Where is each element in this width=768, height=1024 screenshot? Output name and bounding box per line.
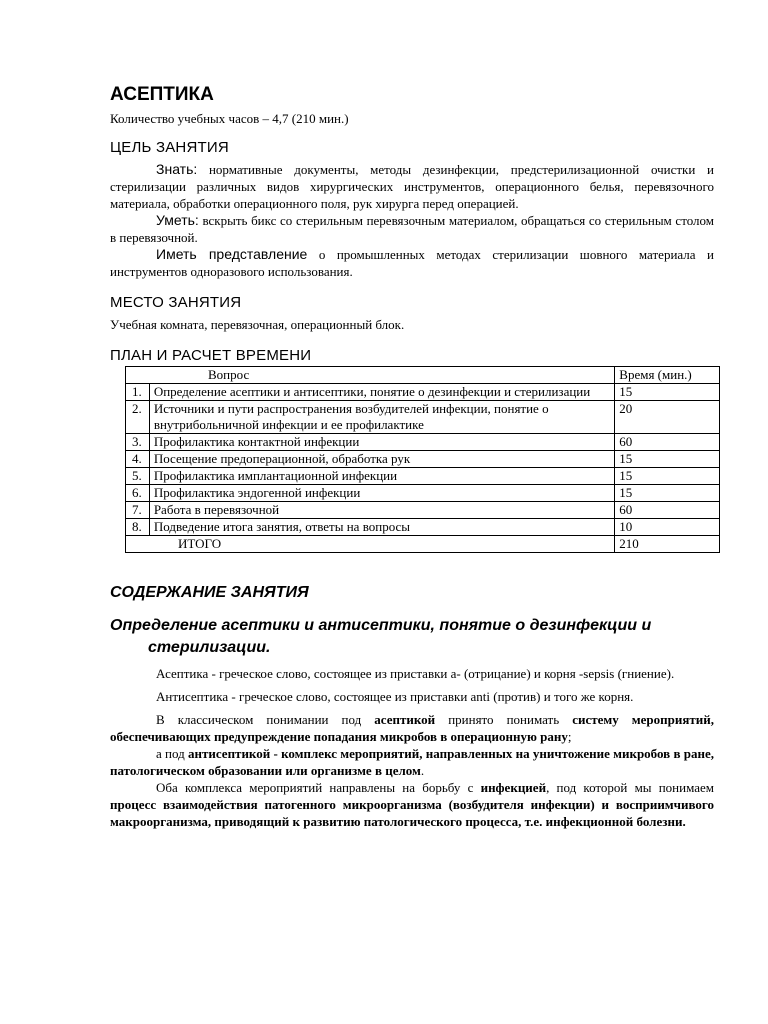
term-infection: инфекцией bbox=[480, 780, 547, 795]
can-text: вскрыть бикс со стерильным перевязочным материалом, обращаться со стерильным столом в перевязочной. bbox=[110, 213, 714, 245]
header-time: Время (мин.) bbox=[615, 367, 720, 384]
row-question: Работа в перевязочной bbox=[149, 502, 614, 519]
table-row bbox=[126, 401, 720, 434]
row-number: 8. bbox=[126, 519, 150, 536]
content-subheading: Определение асептики и антисептики, понятие о дезинфекции и стерилизации. bbox=[110, 617, 652, 656]
row-time: 60 bbox=[615, 434, 720, 451]
paragraph-infection bbox=[110, 779, 714, 830]
total-label: ИТОГО bbox=[126, 536, 615, 553]
study-hours: Количество учебных часов – 4,7 (210 мин.) bbox=[110, 111, 349, 126]
goal-heading: ЦЕЛЬ ЗАНЯТИЯ bbox=[110, 139, 229, 156]
row-time: 15 bbox=[615, 468, 720, 485]
idea-text: о промышленных методах стерилизации шовного материала и инструментов одноразового использования. bbox=[110, 247, 714, 279]
row-number: 2. bbox=[126, 401, 150, 434]
text-fragment: принято понимать bbox=[435, 712, 573, 727]
text-fragment: а под bbox=[156, 746, 188, 761]
header-question: Вопрос bbox=[126, 367, 615, 384]
plan-table bbox=[125, 366, 720, 553]
document-title: АСЕПТИКА bbox=[110, 84, 214, 105]
text-fragment: В классическом понимании под bbox=[156, 712, 375, 727]
place-heading: МЕСТО ЗАНЯТИЯ bbox=[110, 294, 242, 311]
content-heading: СОДЕРЖАНИЕ ЗАНЯТИЯ bbox=[110, 584, 309, 601]
row-number: 3. bbox=[126, 434, 150, 451]
row-number: 1. bbox=[126, 384, 150, 401]
text-fragment: Оба комплекса мероприятий направлены на борьбу с bbox=[156, 780, 481, 795]
row-time: 15 bbox=[615, 384, 720, 401]
row-number: 6. bbox=[126, 485, 150, 502]
text-fragment: ; bbox=[567, 729, 572, 744]
idea-label: Иметь представление bbox=[156, 246, 308, 262]
row-time: 60 bbox=[615, 502, 720, 519]
plan-table-header bbox=[126, 367, 720, 384]
term-asepsis: асептикой bbox=[374, 712, 436, 727]
goal-idea-paragraph bbox=[110, 246, 714, 280]
paragraph-antisepsis: Антисептика - греческое слово, состоящее из приставки anti (против) и того же корня. bbox=[156, 689, 634, 704]
table-row bbox=[126, 384, 720, 401]
infection-definition: процесс взаимодействия патогенного микроорганизма (возбудителя инфекции) и восприимчивого макроорганизма, приводящий к развитию патологического процесса, т.е. инфекционной болезни. bbox=[110, 797, 714, 829]
asepsis-definition: систему мероприятий, обеспечивающих предупреждение попадания микробов в операционную рану bbox=[110, 712, 714, 744]
row-question: Профилактика имплантационной инфекции bbox=[149, 468, 614, 485]
table-row bbox=[126, 434, 720, 451]
row-question: Профилактика эндогенной инфекции bbox=[149, 485, 614, 502]
row-number: 7. bbox=[126, 502, 150, 519]
table-row bbox=[126, 502, 720, 519]
table-row bbox=[126, 468, 720, 485]
row-time: 20 bbox=[615, 401, 720, 434]
row-number: 4. bbox=[126, 451, 150, 468]
table-row bbox=[126, 485, 720, 502]
total-time: 210 bbox=[615, 536, 720, 553]
row-question: Подведение итога занятия, ответы на вопросы bbox=[149, 519, 614, 536]
row-question: Профилактика контактной инфекции bbox=[149, 434, 614, 451]
know-text: нормативные документы, методы дезинфекции, предстерилизационной очистки и стерилизации различных видов хирургических инструментов, операционного белья, перевязочного материала, обработки операционного поля, рук хирурга перед операцией. bbox=[110, 162, 714, 211]
row-question: Источники и пути распространения возбудителей инфекции, понятие о внутрибольничной инфекции и ее профилактике bbox=[149, 401, 614, 434]
place-text: Учебная комната, перевязочная, операционный блок. bbox=[110, 317, 405, 332]
paragraph-antisepsis-definition bbox=[110, 745, 714, 779]
goal-can-paragraph bbox=[110, 212, 714, 246]
text-fragment: . bbox=[420, 763, 425, 778]
plan-heading: ПЛАН И РАСЧЕТ ВРЕМЕНИ bbox=[110, 347, 312, 364]
know-label: Знать: bbox=[156, 161, 198, 177]
goal-know-paragraph bbox=[110, 161, 714, 212]
table-row bbox=[126, 451, 720, 468]
row-question: Посещение предоперационной, обработка рук bbox=[149, 451, 614, 468]
row-time: 15 bbox=[615, 485, 720, 502]
document-page bbox=[110, 84, 714, 830]
paragraph-asepsis: Асептика - греческое слово, состоящее из приставки а- (отрицание) и корня -sepsis (гниение). bbox=[156, 666, 675, 681]
row-question: Определение асептики и антисептики, понятие о дезинфекции и стерилизации bbox=[149, 384, 614, 401]
table-total-row bbox=[126, 536, 720, 553]
table-row bbox=[126, 519, 720, 536]
row-time: 15 bbox=[615, 451, 720, 468]
antisepsis-definition: антисептикой - комплекс мероприятий, направленных на уничтожение микробов в ране, патологическом образовании или организме в целом bbox=[110, 746, 714, 778]
paragraph-classic-definition bbox=[110, 711, 714, 745]
can-label: Уметь: bbox=[156, 212, 199, 228]
row-time: 10 bbox=[615, 519, 720, 536]
text-fragment: , под которой мы понимаем bbox=[546, 780, 715, 795]
row-number: 5. bbox=[126, 468, 150, 485]
